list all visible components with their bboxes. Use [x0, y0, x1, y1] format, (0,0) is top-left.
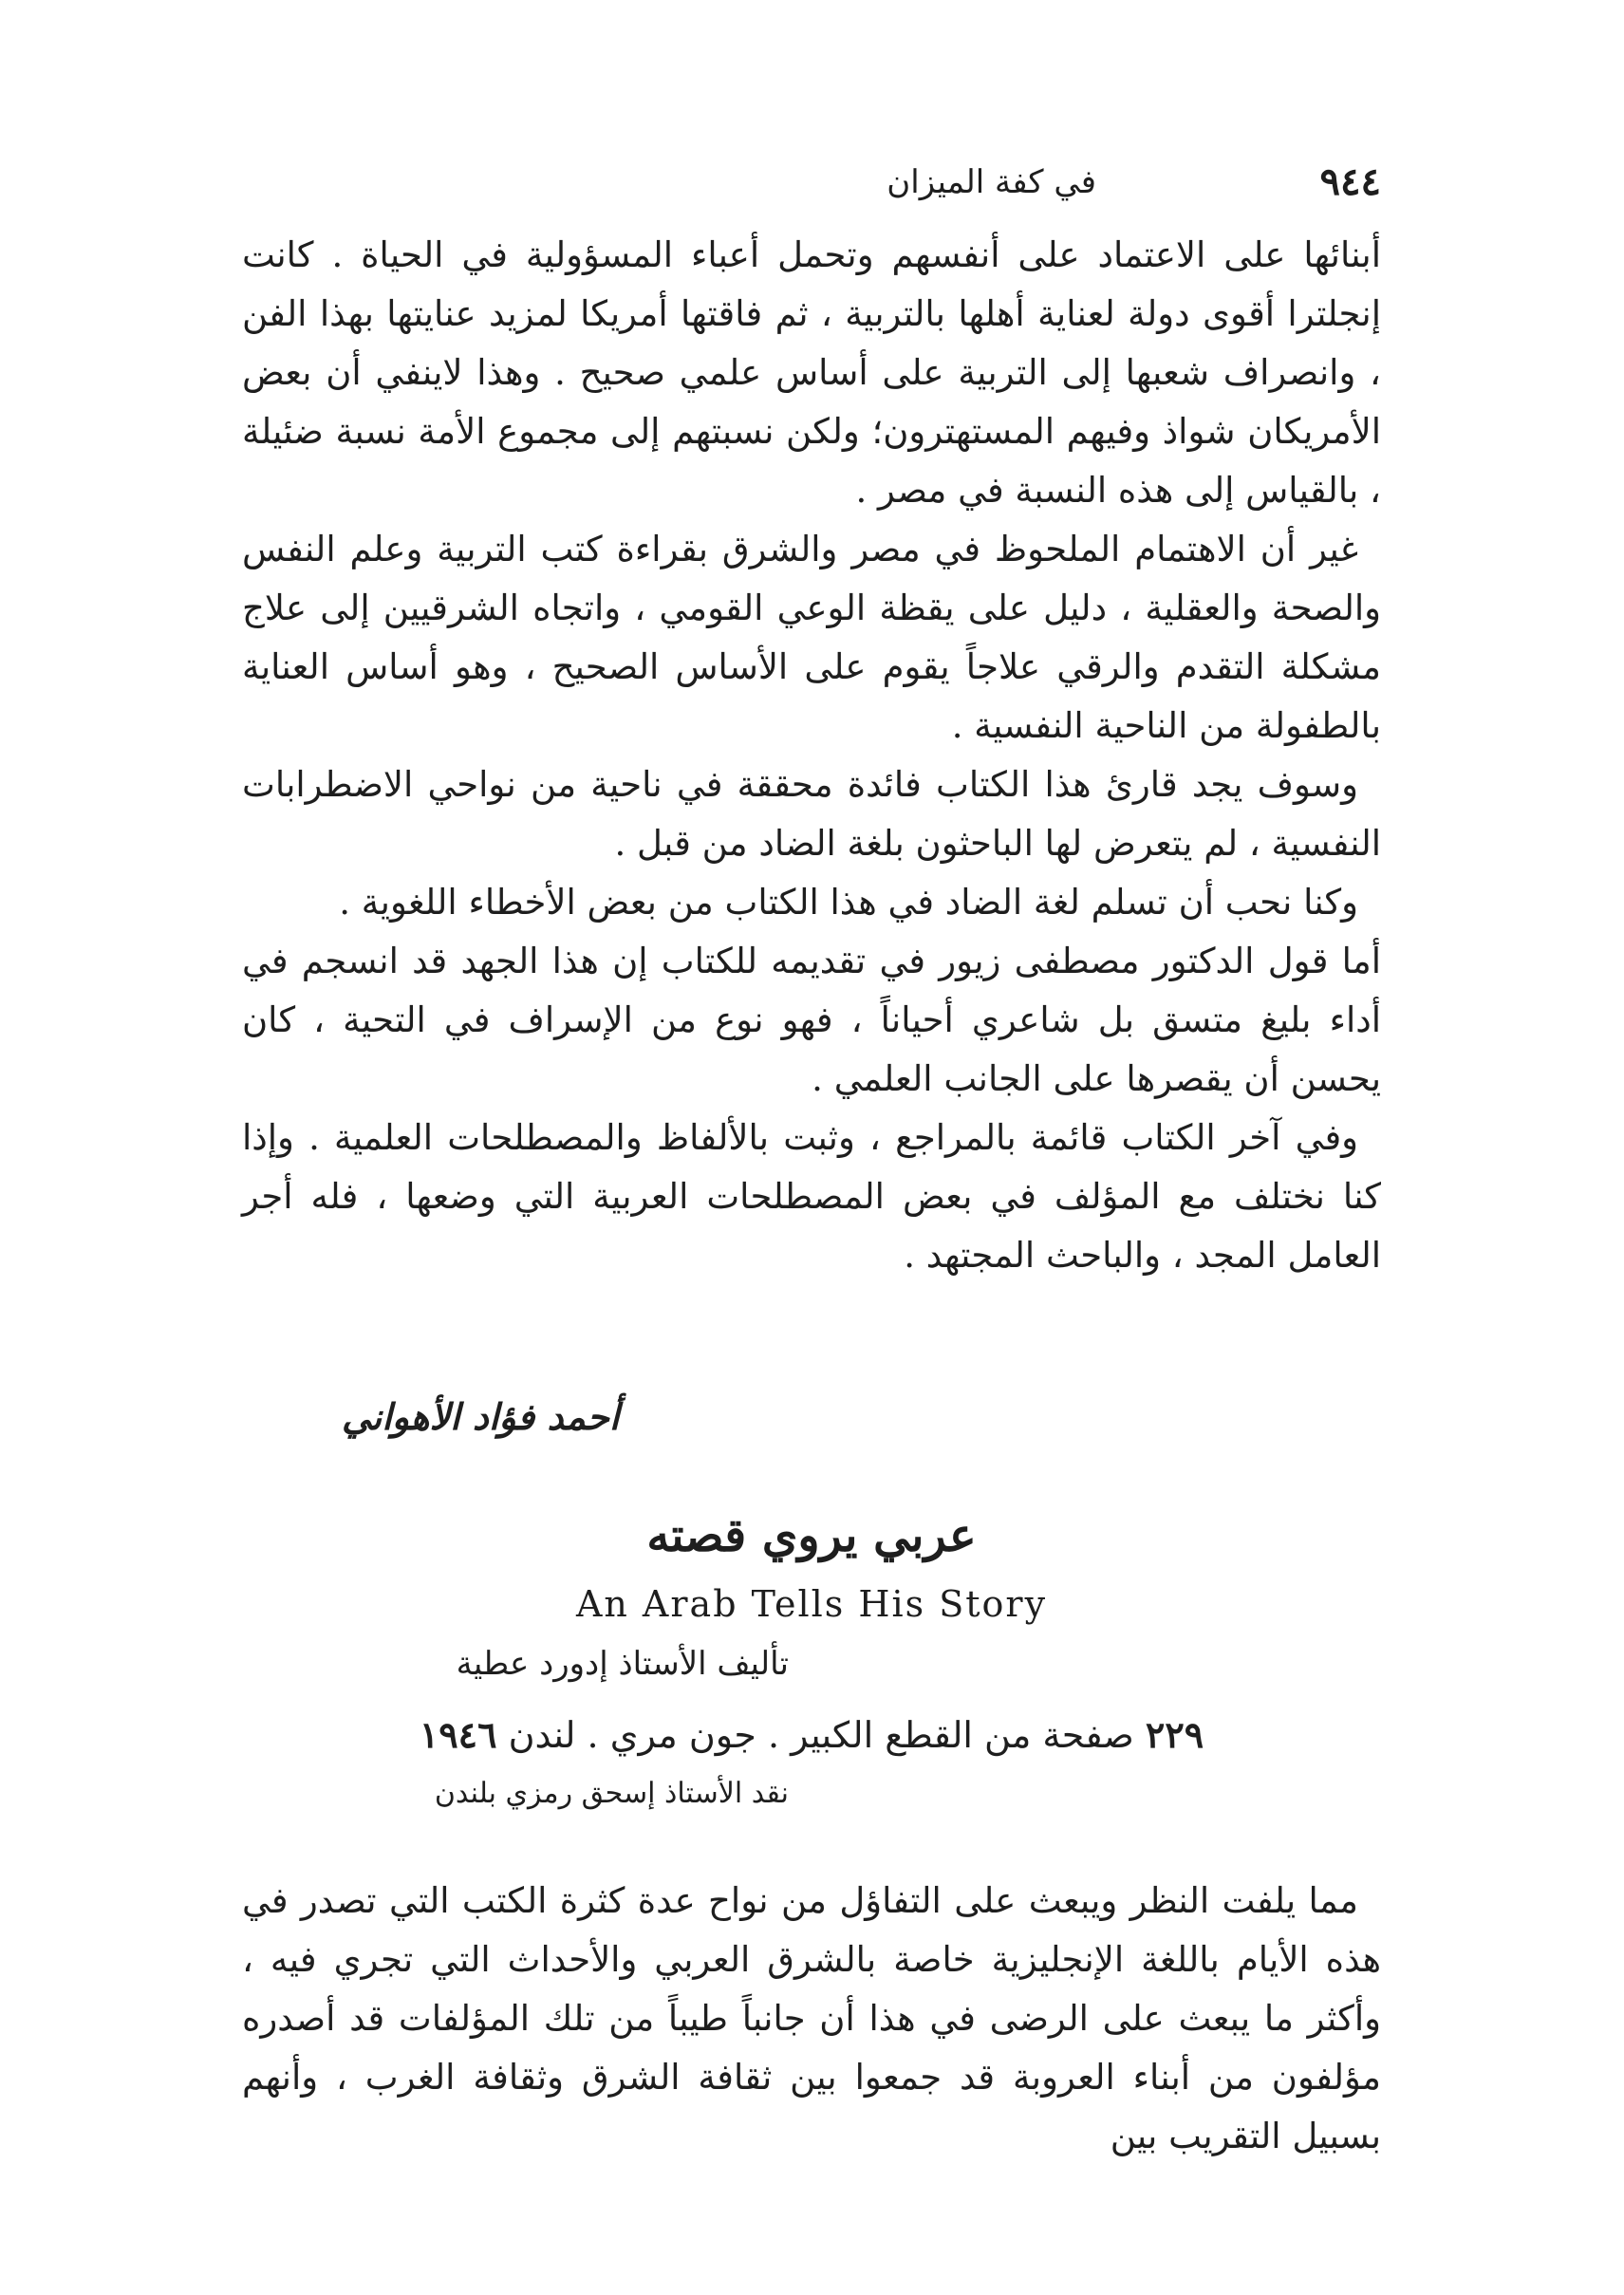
- book-title-arabic: عربي يروي قصته: [646, 1509, 977, 1562]
- reviewer-signature: أحمد فؤاد الأهواني: [342, 1395, 620, 1438]
- publication-details: صفحة من القطع الكبير . جون مري . لندن: [508, 1714, 1134, 1756]
- review-1-body: [242, 226, 1381, 1285]
- running-title: في كفة الميزان: [887, 163, 1096, 201]
- page-header: [242, 159, 1381, 216]
- book-author: تأليف الأستاذ إدورد عطية: [456, 1645, 789, 1683]
- publication-year: ١٩٤٦: [419, 1713, 497, 1756]
- book-title-english: An Arab Tells His Story: [575, 1583, 1048, 1625]
- review-2-body: [242, 1872, 1381, 2166]
- paragraph: وفي آخر الكتاب قائمة بالمراجع ، وثبت بالألفاظ والمصطلحات العلمية . وإذا كنا نختلف مع المؤلف في بعض المصطلحات العربية التي وضعها ، فله أجر العامل المجد ، والباحث المجتهد .: [242, 1117, 1381, 1276]
- paragraph: وكنا نحب أن تسلم لغة الضاد في هذا الكتاب من بعض الأخطاء اللغوية .: [339, 882, 1358, 923]
- reviewer-line: نقد الأستاذ إسحق رمزي بلندن: [434, 1777, 789, 1810]
- paragraph: مما يلفت النظر ويبعث على التفاؤل من نواح عدة كثرة الكتب التي تصدر في هذه الأيام باللغة الإنجليزية خاصة بالشرق العربي والأحداث التي تجري فيه ، وأكثر ما يبعث على الرضى في هذا أن جانباً طيباً من تلك المؤلفات قد أصدره مؤلفون من أبناء العروبة قد جمعوا بين ثقافة الشرق وثقافة الغرب ، وأنهم بسبيل التقريب بين: [242, 1880, 1381, 2156]
- paragraph: أبنائها على الاعتماد على أنفسهم وتحمل أعباء المسؤولية في الحياة . كانت إنجلترا أقوى دولة لعناية أهلها بالتربية ، ثم فاقتها أمريكا لمزيد عنايتها بهذا الفن ، وانصراف شعبها إلى التربية على أساس علمي صحيح . وهذا لاينفي أن بعض الأمريكان شواذ وفيهم المستهترون؛ ولكن نسبتهم إلى مجموع الأمة نسبة ضئيلة ، بالقياس إلى هذه النسبة في مصر .: [242, 234, 1381, 511]
- paragraph: غير أن الاهتمام الملحوظ في مصر والشرق بقراءة كتب التربية وعلم النفس والصحة والعقلية ، دليل على يقظة الوعي القومي ، واتجاه الشرقيين إلى علاج مشكلة التقدم والرقي علاجاً يقوم على الأساس الصحيح ، وهو أساس العناية بالطفولة من الناحية النفسية .: [242, 529, 1381, 746]
- publication-info: [242, 1713, 1381, 1756]
- paragraph: وسوف يجد قارئ هذا الكتاب فائدة محققة في ناحية من نواحي الاضطرابات النفسية ، لم يتعرض لها الباحثون بلغة الضاد من قبل .: [242, 764, 1381, 864]
- paragraph: أما قول الدكتور مصطفى زيور في تقديمه للكتاب إن هذا الجهد قد انسجم في أداء بليغ متسق بل شاعري أحياناً ، فهو نوع من الإسراف في التحية ، كان يحسن أن يقصرها على الجانب العلمي .: [242, 941, 1381, 1099]
- page-number: ٩٤٤: [1319, 159, 1381, 204]
- page-count: ٢٢٩: [1145, 1713, 1204, 1756]
